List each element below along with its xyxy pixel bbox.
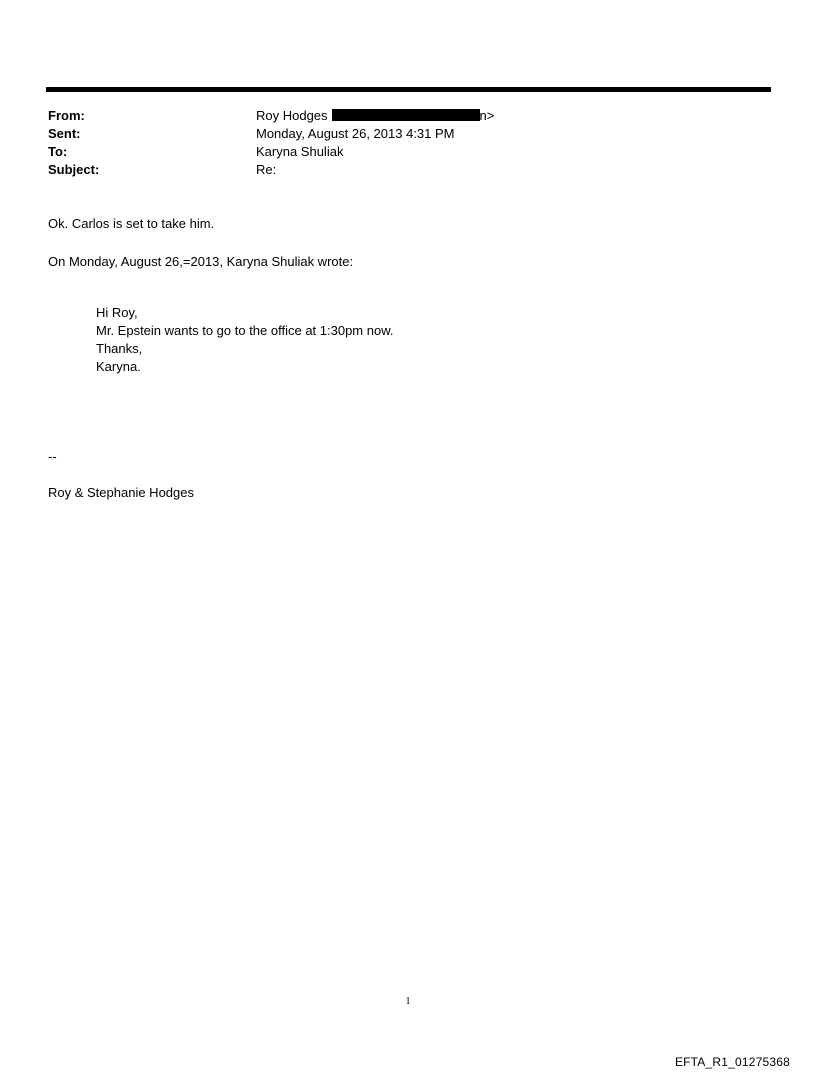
subject-row (48, 161, 494, 179)
quoted-line: Mr. Epstein wants to go to the office at 1:30pm now. (96, 323, 394, 338)
document-id: EFTA_R1_01275368 (674, 1055, 790, 1069)
signature-separator: -- (48, 449, 57, 464)
from-value (256, 107, 494, 125)
email-header (48, 107, 494, 179)
to-label: To: (48, 144, 68, 159)
sent-label: Sent: (48, 126, 81, 141)
reply-line: Ok. Carlos is set to take him. (48, 216, 215, 231)
to-row (48, 143, 494, 161)
from-label: From: (48, 108, 85, 123)
from-row (48, 107, 494, 125)
to-value: Karyna Shuliak (256, 144, 344, 159)
signature: Roy & Stephanie Hodges (48, 485, 194, 500)
attribution-line: On Monday, August 26,=2013, Karyna Shuliak wrote: (48, 254, 354, 269)
quoted-message (96, 304, 394, 376)
sent-row (48, 125, 494, 143)
sent-value: Monday, August 26, 2013 4:31 PM (256, 126, 455, 141)
quoted-line: Hi Roy, (96, 305, 138, 320)
from-name: Roy Hodges (256, 108, 328, 123)
page-number: 1 (405, 996, 411, 1007)
subject-label: Subject: (48, 162, 100, 177)
header-rule (46, 87, 771, 92)
subject-value: Re: (256, 162, 277, 177)
quoted-line: Thanks, (96, 341, 143, 356)
redaction-box (332, 109, 480, 121)
quoted-line: Karyna. (96, 359, 141, 374)
from-email-tail: n> (479, 108, 495, 123)
